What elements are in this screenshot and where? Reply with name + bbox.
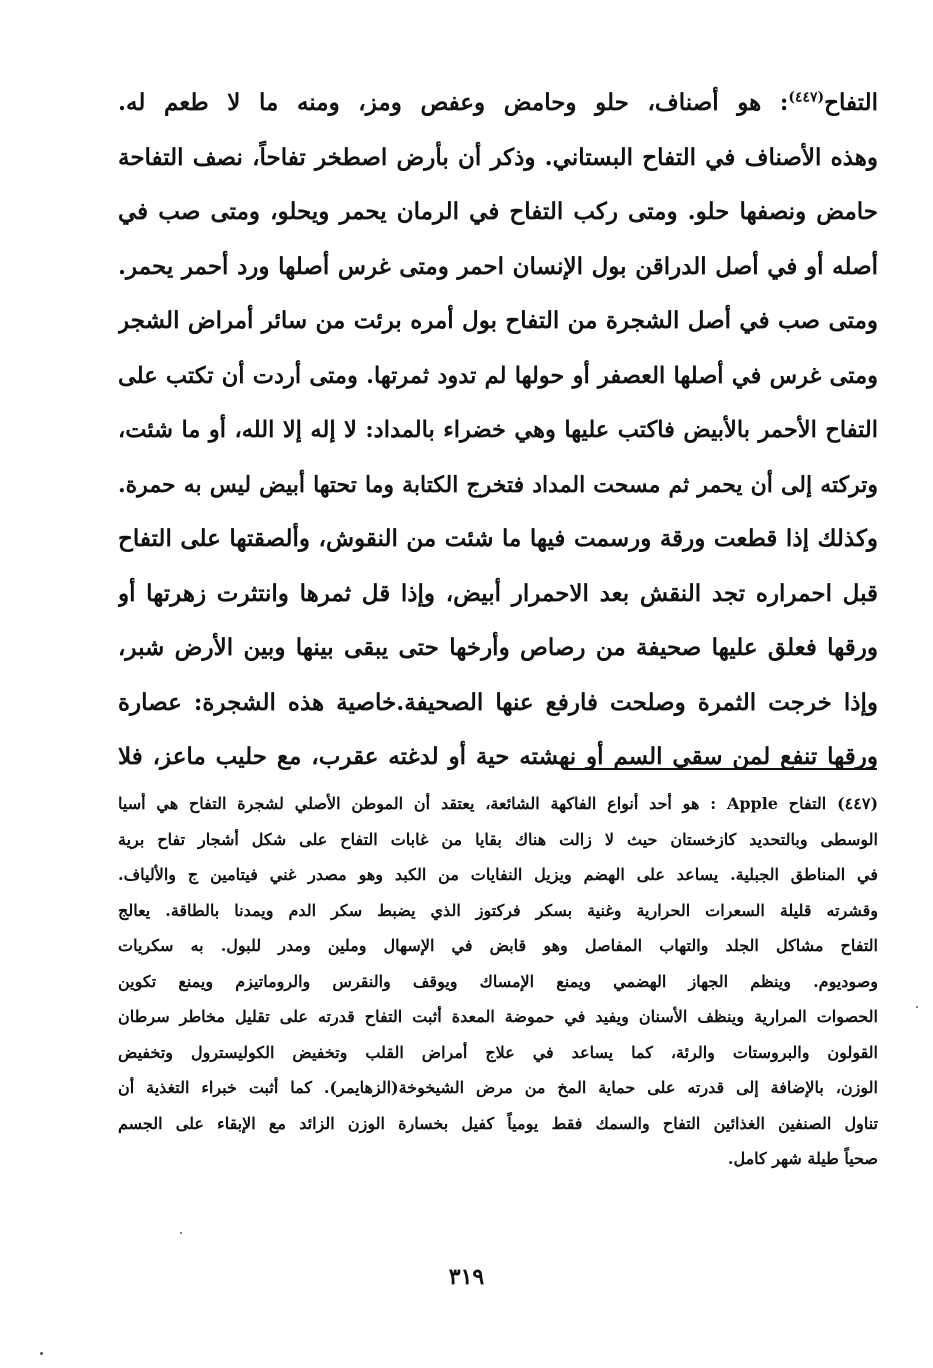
main-text-line: ومتى غرس في أصلها العصفر أو حولها لم تدود ثمرتها. ومتى أردت أن تكتب على — [118, 362, 878, 389]
main-text-line: ورقها فعلق عليها صحيفة من رصاص وأرخها حتى يبقى بينها وبين الأرض شبر، — [118, 634, 878, 661]
main-text-line: وكذلك إذا قطعت ورقة ورسمت فيها ما شئت من النقوش، وألصقتها على التفاح — [118, 525, 878, 552]
main-text-line: أصله أو في أصل الدراقن بول الإنسان احمر ومتى غرس أصلها ورد أحمر يحمر. — [118, 252, 878, 280]
footnote-line: تناول الصنفين الغذائين التفاح والسمك فقط يومياً كفيل بخسارة الوزن الزائد مع الإبقاء على الجسم — [118, 1113, 878, 1133]
main-text-line: قبل احمراره تجد النقش بعد الاحمرار أبيض، وإذا قل ثمرها وانتثرت زهرتها أو — [118, 579, 878, 607]
main-text-line: التفاح الأحمر بالأبيض فاكتب عليها وهي خضراء بالمداد: لا إله إلا الله، أو ما شئت، — [118, 417, 878, 443]
scan-speck — [180, 1232, 182, 1234]
footnote-line: التفاح مشاكل الجلد والتهاب المفاصل وهو قابض في الإسهال وملين ومدر للبول. به سكريات — [118, 936, 878, 955]
main-text-block — [118, 76, 878, 785]
main-text-line — [118, 76, 878, 131]
main-text-line: ومتى صب في أصل الشجرة من التفاح بول أمره برئت من سائر أمراض الشجر — [118, 307, 878, 334]
footnote-separator — [565, 768, 877, 770]
footnote-reference[interactable]: (٤٤٧) — [788, 89, 825, 106]
main-text-line: حامض ونصفها حلو. ومتى ركب التفاح في الرمان يحمر ويحلو، ومتى صب في — [118, 198, 878, 225]
footnote-line: وصوديوم. وينظم الجهاز الهضمي ويمنع الإمساك ويوقف والنقرس والروماتيزم ويمنع تكوين — [118, 971, 878, 991]
main-text-line: وهذه الأصناف في التفاح البستاني. وذكر أن بأرض اصطخر تفاحاً، نصف التفاحة — [118, 143, 878, 171]
footnote-line: (٤٤٧) التفاح Apple : هو أحد أنواع الفاكهة الشائعة، يعتقد أن الموطن الأصلي لشجرة التفاح هي أسيا — [118, 794, 878, 813]
main-text-line: وإذا خرجت الثمرة وصلحت فارفع عنها الصحيفة.خاصية هذه الشجرة: عصارة — [118, 688, 878, 716]
footnote-line: صحياً طيلة شهر كامل. — [727, 1149, 878, 1168]
page-number: ٣١٩ — [448, 1264, 485, 1290]
scan-speck — [916, 1006, 918, 1008]
footnote-line: الوزن، بالإضافة إلى قدرته على حماية المخ من مرض الشيخوخة(الزهايمر). كما أثبت خبراء التغذية أن — [118, 1078, 878, 1097]
entry-heading: التفاح — [824, 89, 878, 116]
main-text-line: ورقها تنفع لمن سقي السم أو نهشته حية أو لدغته عقرب، مع حليب ماعز، فلا — [118, 743, 878, 770]
main-text-line: وتركته إلى أن يحمر ثم مسحت المداد فتخرج الكتابة وما تحتها أبيض ليس به حمرة. — [118, 471, 878, 498]
footnote-block — [118, 786, 878, 1177]
main-text-line-content: : هو أصناف، حلو وحامض وعفص ومز، ومنه ما لا طعم له. — [118, 89, 789, 116]
footnote-line: الوسطى وبالتحديد كازخستان حيث لا زالت هناك بقايا من غابات التفاح على شكل أشجار تفاح برية — [118, 829, 878, 849]
footnote-line: القولون والبروستات والرئة، كما يساعد في علاج أمراض القلب وتخفيض الكوليسترول وتخفيض — [118, 1042, 878, 1062]
scan-speck — [40, 1352, 43, 1355]
footnote-line: في المناطق الجبلية. يساعد على الهضم ويزيل النفايات من الكبد وهو مصدر غني فيتامين ج والألياف. — [118, 865, 878, 884]
footnote-line: وقشرته قليلة السعرات الحرارية وغنية بسكر فركتوز الذي يضبط سكر الدم ويمدنا بالطاقة. يعالج — [118, 900, 878, 920]
footnote-line: الحصوات المرارية وينظف الأسنان ويفيد في حموضة المعدة أثبت التفاح قدرته على تقليل مخاطر سرطان — [118, 1007, 878, 1026]
